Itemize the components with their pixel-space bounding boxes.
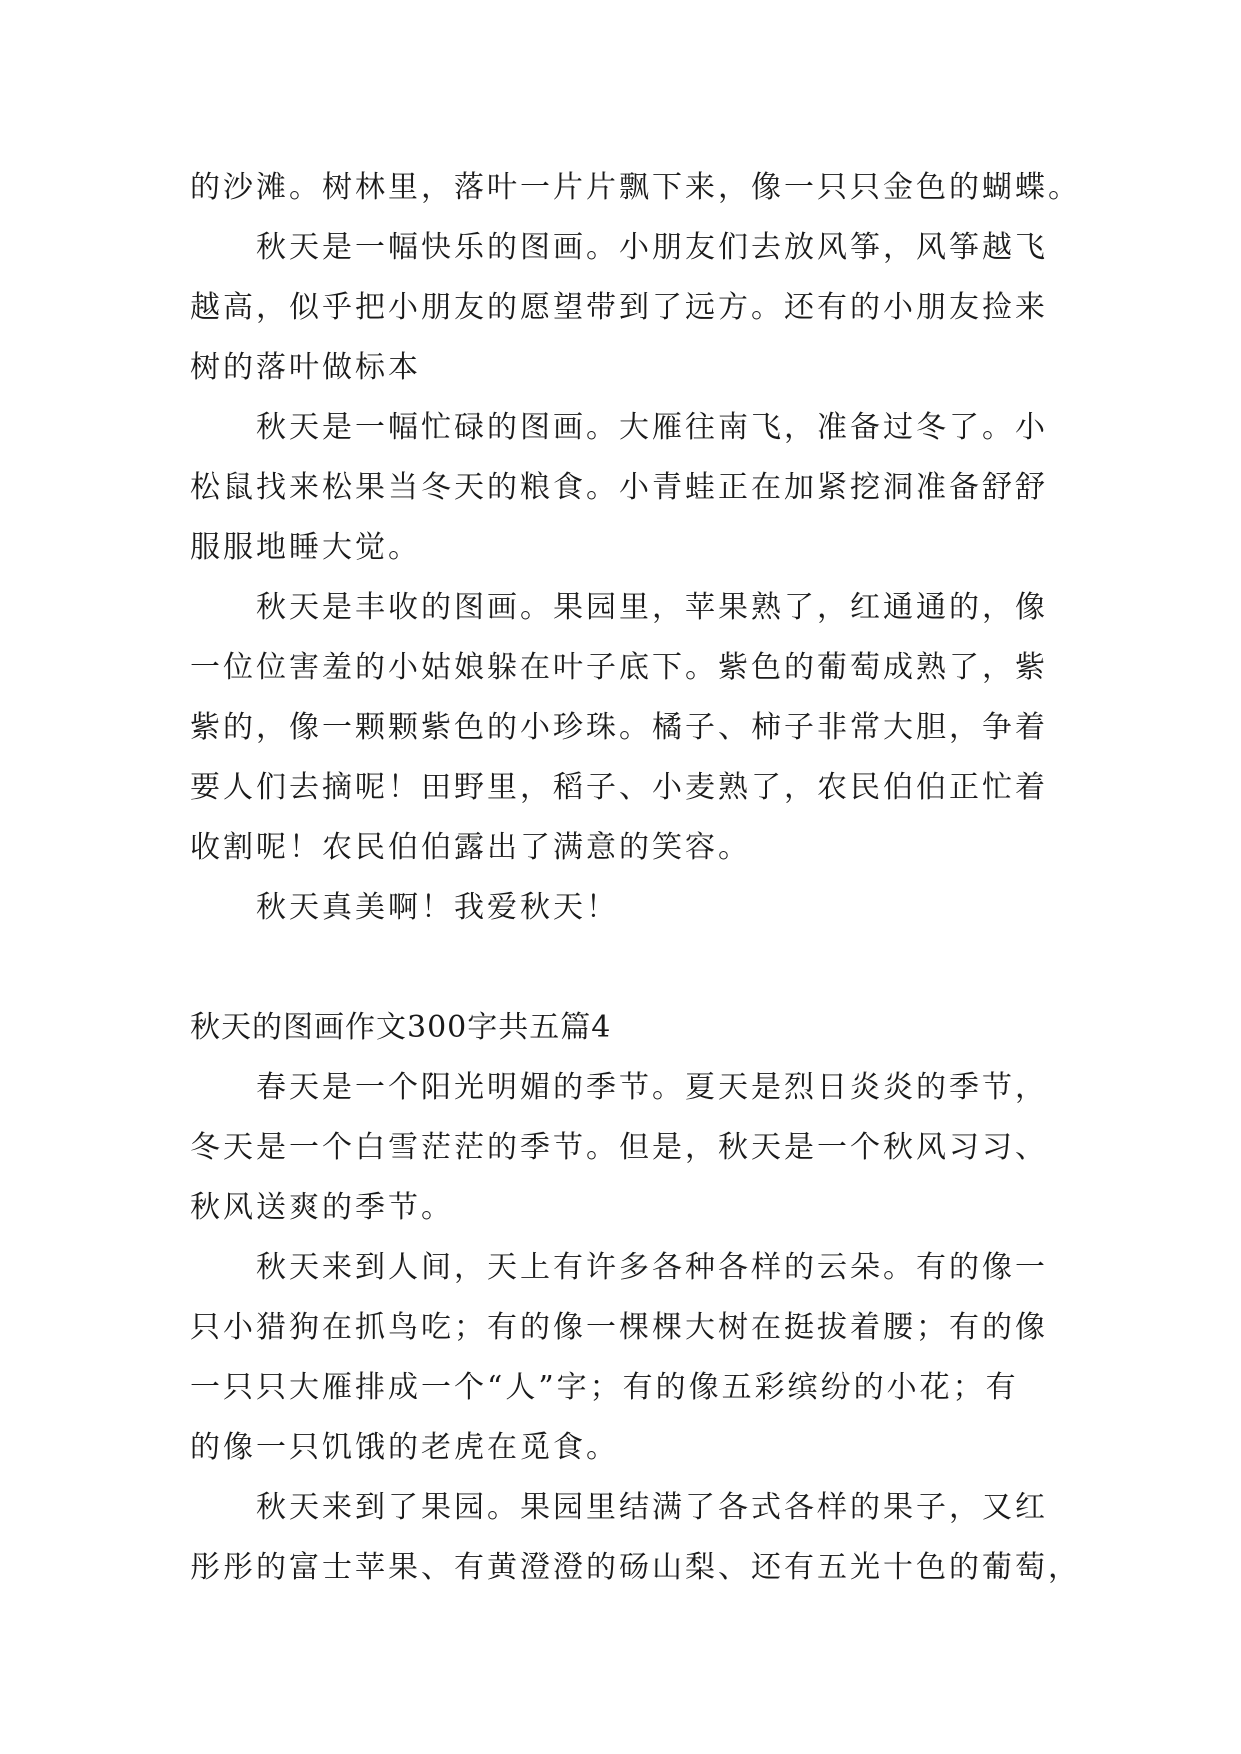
paragraph-4 xyxy=(190,578,1070,878)
text-line: 只小猎狗在抓鸟吃；有的像一棵棵大树在挺拔着腰；有的像 xyxy=(190,1310,1048,1345)
text-line: 秋风送爽的季节。 xyxy=(190,1190,454,1225)
section-title: 秋天的图画作文300字共五篇4 xyxy=(190,1010,612,1045)
paragraph-8 xyxy=(190,1478,1081,1598)
text-line: 收割呢！农民伯伯露出了满意的笑容。 xyxy=(190,830,751,865)
text-line: 树的落叶做标本 xyxy=(190,350,421,385)
text-line: 秋天是一幅快乐的图画。小朋友们去放风筝，风筝越飞 xyxy=(256,230,1048,265)
text-line: 彤彤的富士苹果、有黄澄澄的砀山梨、还有五光十色的葡萄， xyxy=(190,1550,1081,1585)
text-line: 秋天是丰收的图画。果园里，苹果熟了，红通通的，像 xyxy=(256,590,1048,625)
paragraph-6 xyxy=(190,1058,1070,1238)
paragraph-3 xyxy=(190,398,1070,578)
paragraph-2 xyxy=(190,218,1070,398)
text-line: 松鼠找来松果当冬天的粮食。小青蛙正在加紧挖洞准备舒舒 xyxy=(190,470,1048,505)
text-line: 紫的，像一颗颗紫色的小珍珠。橘子、柿子非常大胆，争着 xyxy=(190,710,1048,745)
text-line: 服服地睡大觉。 xyxy=(190,530,421,565)
document-body xyxy=(190,158,1081,1598)
text-line: 的沙滩。树林里，落叶一片片飘下来，像一只只金色的蝴蝶。 xyxy=(190,170,1081,205)
text-line: 秋天真美啊！我爱秋天！ xyxy=(256,890,619,925)
section-spacer xyxy=(190,938,1070,998)
text-line: 冬天是一个白雪茫茫的季节。但是，秋天是一个秋风习习、 xyxy=(190,1130,1048,1165)
text-line: 越高，似乎把小朋友的愿望带到了远方。还有的小朋友捡来 xyxy=(190,290,1048,325)
paragraph-7 xyxy=(190,1238,1070,1478)
text-line: 秋天来到人间，天上有许多各种各样的云朵。有的像一 xyxy=(256,1250,1048,1285)
text-line: 一只只大雁排成一个“人”字；有的像五彩缤纷的小花；有 xyxy=(190,1370,1019,1405)
text-line: 春天是一个阳光明媚的季节。夏天是烈日炎炎的季节， xyxy=(256,1070,1048,1105)
text-line: 秋天来到了果园。果园里结满了各式各样的果子，又红 xyxy=(256,1490,1048,1525)
text-line: 一位位害羞的小姑娘躲在叶子底下。紫色的葡萄成熟了，紫 xyxy=(190,650,1048,685)
text-line: 要人们去摘呢！田野里，稻子、小麦熟了，农民伯伯正忙着 xyxy=(190,770,1048,805)
paragraph-1 xyxy=(190,158,1081,218)
text-line: 秋天是一幅忙碌的图画。大雁往南飞，准备过冬了。小 xyxy=(256,410,1048,445)
text-line: 的像一只饥饿的老虎在觅食。 xyxy=(190,1430,619,1465)
paragraph-5 xyxy=(190,878,1070,938)
